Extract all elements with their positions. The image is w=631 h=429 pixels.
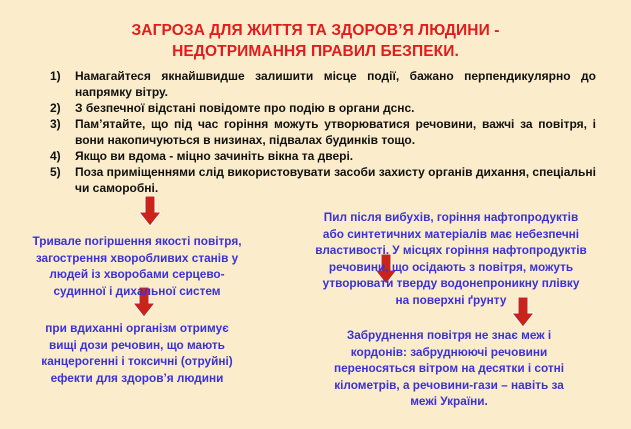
air-pollution-block [300,327,598,410]
rule-text: Пам’ятайте, що під час горіння можуть утворюватися речовини, важчі за повітря, і вони накопичуються в низинах, підвалах будинків тощо. [75,117,596,147]
title-line-1: ЗАГРОЗА ДЛЯ ЖИТТЯ ТА ЗДОРОВ’Я ЛЮДИНИ - [131,22,500,39]
rule-number: 5) [50,165,61,179]
text-line: ефекти для здоров’я людини [50,370,224,385]
text-line: Пил після вибухів, горіння нафтопродуктів [323,210,579,224]
rule-number: 1) [50,69,61,83]
rule-item [50,100,596,116]
safety-rules-list [50,68,596,196]
text-line: кордонів: забруднюючі речовини [350,344,548,359]
rule-number: 2) [50,101,61,115]
text-line: на поверхні ґрунту [395,292,507,307]
text-line: межі України. [410,394,488,408]
text-line: судинної і дихальної систем [53,283,221,298]
rule-item [50,148,596,164]
rule-item [50,164,596,196]
text-line: Тривале погіршення якості повітря, [32,234,242,248]
dust-properties-block [290,209,612,308]
title-line-2: НЕДОТРИМАННЯ ПРАВИЛ БЕЗПЕКИ. [172,43,459,60]
text-line: Забруднення повітря не знає меж і [346,328,552,342]
slide-title [20,20,611,62]
text-line: утворювати тверду водонепроникну плівку [322,276,580,290]
rule-text: Якщо ви вдома - міцно зачиніть вікна та двері. [75,149,354,163]
text-line: вищі дози речовин, що мають [49,337,225,352]
text-line: кілометрів, а речовини-гази – навіть за [334,377,564,392]
toxic-dose-block [12,320,262,386]
rule-number: 4) [50,149,61,163]
rule-number: 3) [50,117,61,131]
rule-item [50,116,596,148]
text-line: або синтетичних матеріалів має небезпечні [322,226,580,241]
rule-text: З безпечної відстані повідомте про подію в органи дснс. [75,101,415,115]
down-arrow-icon [139,196,161,226]
text-line: канцерогенні і токсичні (отруйні) [41,354,233,368]
rule-text: Намагайтеся якнайшвидше залишити місце події, бажано перпендикулярно до напрямку вітру. [75,69,596,99]
rule-item [50,68,596,100]
health-effects-block [12,233,262,299]
text-line: властивості. У місцях горіння нафтопродуктів [315,243,587,257]
text-line: речовини, що осідають з повітря, можуть [328,259,574,274]
text-line: при вдиханні організм отримує [45,321,229,335]
rule-text: Поза приміщеннями слід використовувати засоби захисту органів дихання, спеціальні чи саморобні. [75,165,596,195]
text-line: переносяться вітром на десятки і сотні [333,361,565,375]
text-line: загострення хворобливих станів у [35,250,239,265]
text-line: людей із хворобами серцево- [49,267,225,281]
